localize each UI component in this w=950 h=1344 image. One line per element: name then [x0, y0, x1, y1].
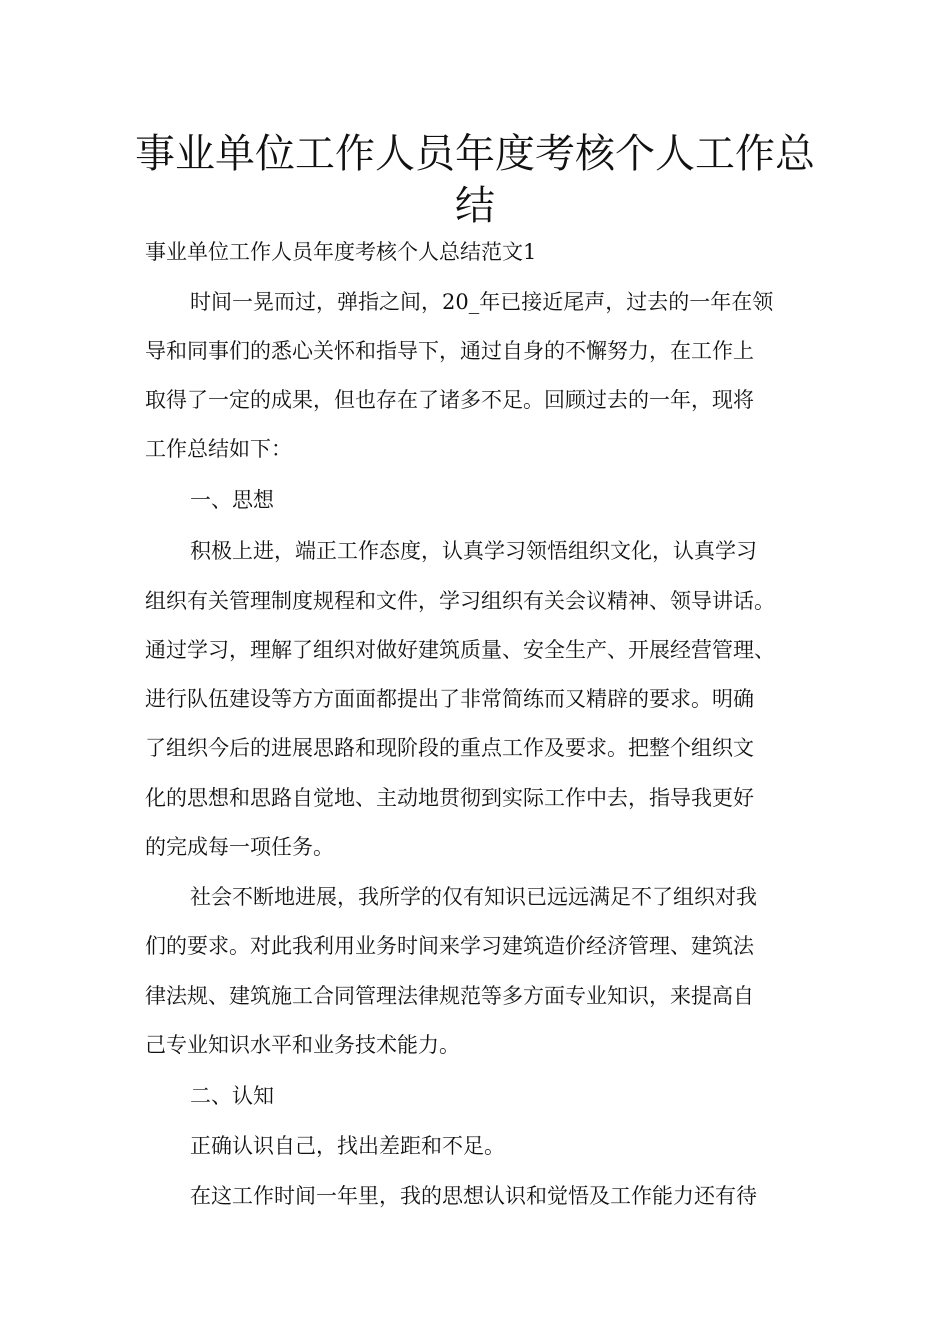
document-title-line-1: 事业单位工作人员年度考核个人工作总 [135, 131, 815, 177]
paragraph-line: 组织有关管理制度规程和文件，学习组织有关会议精神、领导讲话。 [145, 589, 775, 613]
paragraph-line: 正确认识自己，找出差距和不足。 [190, 1134, 505, 1158]
paragraph-line: 们的要求。对此我利用业务时间来学习建筑造价经济管理、建筑法 [145, 934, 754, 958]
paragraph-line: 在这工作时间一年里，我的思想认识和觉悟及工作能力还有待 [190, 1184, 757, 1208]
paragraph-line: 律法规、建筑施工合同管理法律规范等多方面专业知识，来提高自 [145, 984, 754, 1008]
paragraph-line: 化的思想和思路自觉地、主动地贯彻到实际工作中去，指导我更好 [145, 786, 754, 810]
paragraph-line: 己专业知识水平和业务技术能力。 [145, 1033, 460, 1057]
paragraph-line: 了组织今后的进展思路和现阶段的重点工作及要求。把整个组织文 [145, 736, 754, 760]
paragraph-line: 时间一晃而过，弹指之间，20_年已接近尾声，过去的一年在领 [190, 290, 774, 314]
paragraph-line: 进行队伍建设等方方面面都提出了非常简练而又精辟的要求。明确 [145, 687, 754, 711]
paragraph-line: 工作总结如下： [145, 437, 292, 461]
paragraph-line: 取得了一定的成果，但也存在了诸多不足。回顾过去的一年，现将 [145, 388, 754, 412]
paragraph-line: 社会不断地进展，我所学的仅有知识已远远满足不了组织对我 [190, 885, 757, 909]
paragraph-line: 通过学习，理解了组织对做好建筑质量、安全生产、开展经营管理、 [145, 638, 775, 662]
document-title-line-2: 结 [455, 183, 495, 229]
section-heading: 一、思想 [190, 488, 274, 512]
paragraph-line: 导和同事们的悉心关怀和指导下，通过自身的不懈努力，在工作上 [145, 339, 754, 363]
document-subtitle: 事业单位工作人员年度考核个人总结范文1 [145, 240, 537, 264]
section-heading: 二、认知 [190, 1084, 274, 1108]
paragraph-line: 的完成每一项任务。 [145, 835, 334, 859]
paragraph-line: 积极上进，端正工作态度，认真学习领悟组织文化，认真学习 [190, 539, 757, 563]
